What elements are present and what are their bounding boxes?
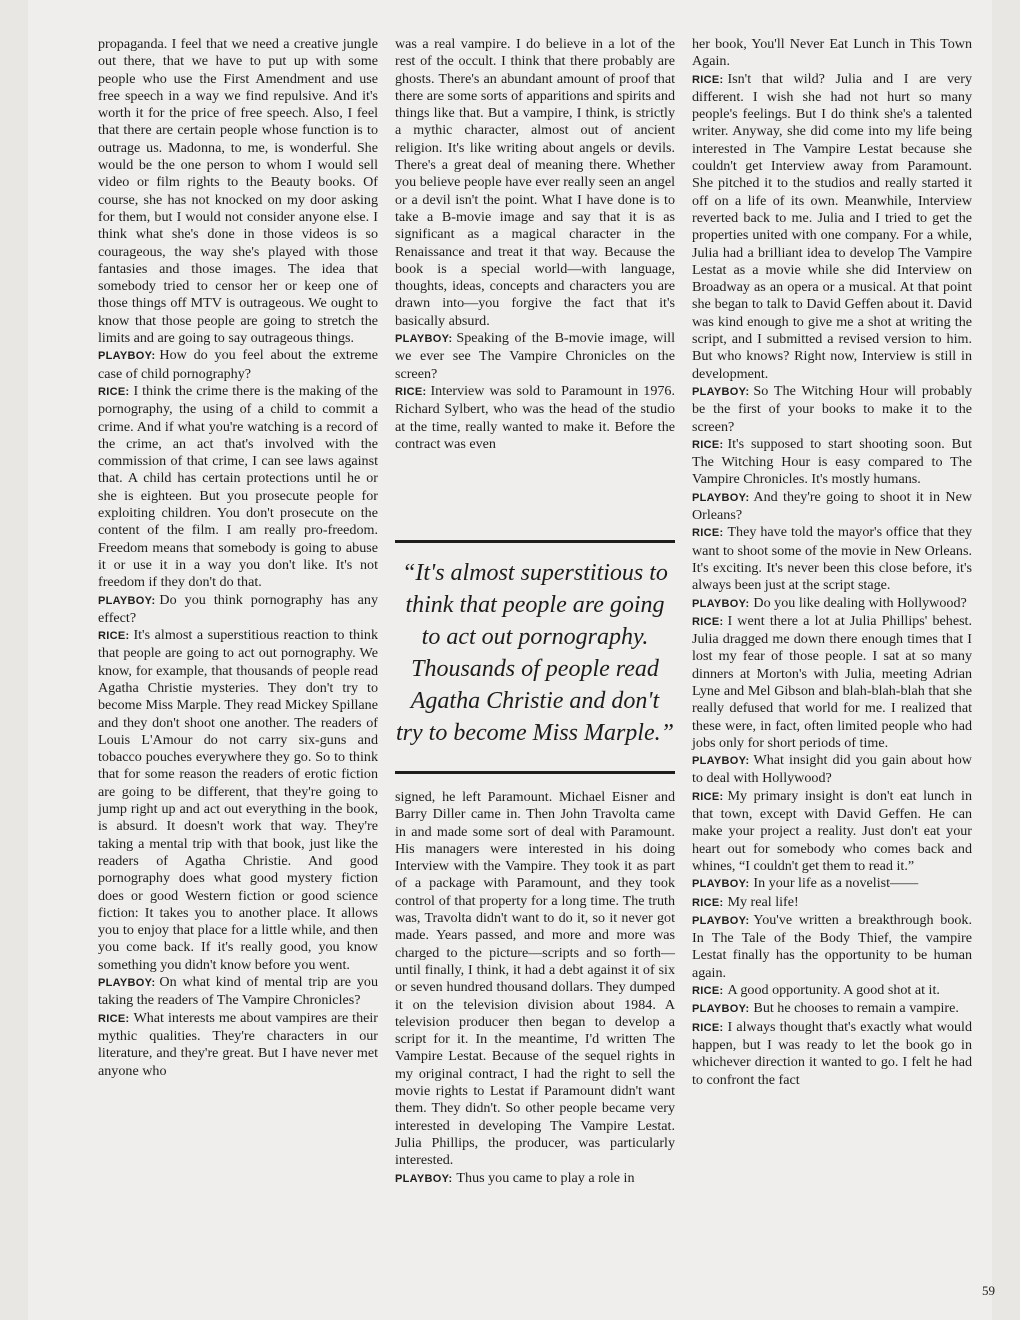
column-2-top: [395, 36, 675, 453]
paragraph: [98, 383, 378, 592]
paragraph-text: signed, he left Paramount. Michael Eisner and Barry Diller came in. Then John Travolta came in and made some sort of deal with Paramount. His managers were interested in his doing Interview with the Vampire. They took it as part of a package with Paramount, and they took control of that property for a long time. The truth was, Travolta didn't want to do it, so it never got made. Years passed, and more and more was charged to the picture—scripts and so forth—until finally, I think, it had a debt against it of six or seven hundred thousand dollars. They dumped it on the television division about 1984. A television producer then began to develop a script for it. In the meantime, I'd written The Vampire Lestat. Because of the sequel rights in my original contract, I had the right to sell the movie rights to Lestat if Paramount didn't want them. They didn't. So other people became very interested in developing The Vampire Lestat. Julia Phillips, the producer, was particularly interested.: [395, 789, 675, 1169]
paragraph-text: You've written a breakthrough book. In The Tale of the Body Thief, the vampire Lestat finally has the opportunity to be human again.: [692, 911, 972, 981]
paragraph: [692, 595, 972, 613]
paragraph: [692, 752, 972, 788]
magazine-page: [28, 0, 995, 1320]
paragraph-text: In your life as a novelist——: [753, 875, 919, 892]
speaker-label: RICE:: [98, 385, 130, 398]
paragraph-text: On what kind of mental trip are you taking the readers of The Vampire Chronicles?: [98, 974, 378, 1009]
paragraph-text: How do you feel about the extreme case of child pornography?: [98, 347, 378, 382]
paragraph: [692, 383, 972, 436]
speaker-label: PLAYBOY:: [692, 1003, 750, 1016]
paragraph-text: They have told the mayor's office that they want to shoot some of the movie in New Orleans. It's exciting. It's never been this close before, it's always been just at the script stage.: [692, 524, 972, 594]
paragraph: [692, 71, 972, 383]
speaker-label: PLAYBOY:: [692, 878, 750, 891]
paragraph: [692, 613, 972, 752]
paragraph: [692, 875, 972, 893]
paragraph: [98, 592, 378, 628]
speaker-label: PLAYBOY:: [395, 1172, 453, 1185]
paragraph-text: My real life!: [727, 893, 799, 910]
paragraph-text: was a real vampire. I do believe in a lot of the rest of the occult. I think that there probably are ghosts. There's an abundant amount of proof that there are some sorts of apparitions and spirits and things like that. But a vampire, I think, is strictly a mythic character, almost out of ancient religion. It's like writing about angels or devils. There's a great deal of meaning there. Whether you believe people have ever really seen an angel or a devil isn't the point. What I have done is to take a B-movie image and say that it is as significant as a magical character in the Renaissance and treat it that way. Because the book is a special world—with language, thoughts, ideas, concepts and characters you are drawn into—you forgive the fact that it's basically absurd.: [395, 36, 675, 329]
paragraph: [395, 1170, 675, 1188]
paragraph: [395, 36, 675, 330]
speaker-label: PLAYBOY:: [98, 977, 156, 990]
column-3: [692, 36, 972, 1089]
paragraph: [692, 436, 972, 489]
paragraph: [692, 1019, 972, 1089]
speaker-label: PLAYBOY:: [692, 914, 750, 927]
paragraph: [692, 489, 972, 525]
paragraph-text: So The Witching Hour will probably be the first of your books to make it to the screen?: [692, 382, 972, 435]
paragraph: [98, 627, 378, 974]
paragraph: [692, 1000, 972, 1018]
speaker-label: PLAYBOY:: [98, 350, 156, 363]
paragraph: [98, 36, 378, 347]
speaker-label: RICE:: [692, 438, 724, 451]
paragraph: [395, 383, 675, 453]
speaker-label: RICE:: [692, 73, 724, 86]
page-number: 59: [982, 1283, 995, 1298]
paragraph-text: Speaking of the B-movie image, will we ever see The Vampire Chronicles on the screen?: [395, 330, 675, 382]
paragraph: [98, 347, 378, 383]
paragraph: [98, 1010, 378, 1080]
speaker-label: PLAYBOY:: [395, 333, 453, 346]
speaker-label: RICE:: [692, 615, 724, 628]
speaker-label: RICE:: [98, 630, 130, 643]
paragraph-text: But he chooses to remain a vampire.: [753, 1000, 959, 1017]
speaker-label: PLAYBOY:: [692, 385, 750, 398]
paragraph: [692, 912, 972, 982]
paragraph: [692, 36, 972, 71]
speaker-label: RICE:: [692, 896, 724, 909]
paragraph: [692, 982, 972, 1000]
paragraph-text: Isn't that wild? Julia and I are very different. I wish she had not hurt so many people's feelings. But I do think she's a talented writer. Anyway, she did come into my life being interested in The Vampire Lestat because she couldn't get Interview away from Paramount. She pitched it to the studios and really started it off on a life of its own. Meanwhile, Interview reverted back to me. Julia and I tried to get the properties united with one company. For a while, Julia had a brilliant idea to develop The Vampire Lestat as a movie while she did Interview on Broadway as an opera or a musical. At that point she began to talk to David Geffen about it. David was kind enough to give me a shot at writing the script, and I submitted a revised version to him. But who knows? Right now, Interview is still in development.: [692, 70, 972, 382]
speaker-label: RICE:: [692, 985, 724, 998]
speaker-label: RICE:: [692, 790, 724, 803]
paragraph-text: Do you think pornography has any effect?: [98, 591, 378, 626]
paragraph-text: propaganda. I feel that we need a creative jungle out there, that we have to put up with some people who use the First Amendment and use free speech in a way we find repulsive. And it's worth it for the price of free speech. Also, I feel that there are certain people whose function is to outrage us. Madonna, to me, is wonderful. She would be the one person to whom I would sell video or film rights to the Beauty books. Of course, she has not knocked on my door asking for them, but I would not consider anyone else. I think what she's done in those videos is so courageous, the way she's played with those fantasies and those images. The idea that somebody tried to censor her or keep one of those things off MTV is outrageous. We ought to know that those people are going to stretch the limits and are going to say outrageous things.: [98, 36, 378, 347]
paragraph-text: Interview was sold to Paramount in 1976. Richard Sylbert, who was the head of the studio at the time, really wanted to make it. Before the contract was even: [395, 382, 675, 452]
column-2-bottom: [395, 789, 675, 1188]
paragraph-text: Thus you came to play a role in: [456, 1169, 635, 1186]
paragraph-text: A good opportunity. A good shot at it.: [727, 982, 940, 999]
speaker-label: PLAYBOY:: [692, 755, 750, 768]
speaker-label: RICE:: [692, 1021, 724, 1034]
paragraph: [692, 894, 972, 912]
paragraph-text: her book, You'll Never Eat Lunch in This Town Again.: [692, 36, 972, 70]
paragraph: [395, 789, 675, 1170]
speaker-label: RICE:: [98, 1012, 130, 1025]
paragraph: [98, 974, 378, 1010]
paragraph-text: It's supposed to start shooting soon. But The Witching Hour is easy compared to The Vampire Chronicles. It's mostly humans.: [692, 435, 972, 488]
paragraph-text: I went there a lot at Julia Phillips' behest. Julia dragged me down there enough times that I lost my fear of those people. I sat at so many dinners at Morton's with Julia, meeting Adrian Lyne and Mel Gibson and blah-blah-blah that she really defused that world for me. I realized that these were, in fact, often limited people who had jobs only for short periods of time.: [692, 612, 972, 751]
paragraph: [395, 330, 675, 383]
paragraph-text: What interests me about vampires are their mythic qualities. They're characters in our literature, and they're great. But I have never met anyone who: [98, 1009, 378, 1079]
speaker-label: PLAYBOY:: [98, 594, 156, 607]
paragraph-text: And they're going to shoot it in New Orleans?: [692, 488, 972, 524]
paragraph-text: What insight did you gain about how to deal with Hollywood?: [692, 752, 972, 787]
column-1: [98, 36, 378, 1080]
paragraph-text: Do you like dealing with Hollywood?: [753, 594, 967, 611]
pull-quote: “It's almost superstitious to think that people are going to act out pornography. Thousands of people read Agatha Christie and don't try to become Miss Marple.”: [395, 540, 675, 774]
speaker-label: PLAYBOY:: [692, 491, 750, 504]
speaker-label: RICE:: [395, 385, 427, 398]
speaker-label: RICE:: [692, 527, 724, 540]
paragraph-text: My primary insight is don't eat lunch in that town, except with David Geffen. He can make your project a reality. Just don't eat your heart out for somebody who comes back and whines, “I couldn't get them to read it.”: [692, 787, 972, 874]
paragraph: [692, 788, 972, 875]
paragraph: [692, 524, 972, 594]
paragraph-text: It's almost a superstitious reaction to think that people are going to act out pornography. We know, for example, that thousands of people read Agatha Christie mysteries. They don't try to become Miss Marple. They read Mickey Spillane and they don't shoot one another. The readers of Louis L'Amour do not carry six-guns and tobacco pouches everywhere they go. So to think that for some reason the readers of erotic fiction are going to be different, that they're going to jump right up and act out everything in the book, is absurd. It doesn't work that way. They're taking a mental trip with that book, just like the readers of Agatha Christie. And good pornography does what good mystery fiction does or good Western fiction or good science fiction: It takes you to another place. It allows you to enjoy that place for a little while, and then you come back. If it's really good, you know something you didn't know before you went.: [98, 627, 378, 973]
paragraph-text: I think the crime there is the making of the pornography, the using of a child to commit a crime. And if what you're watching is a record of the crime, an act that's involved with the commission of that crime, I can see laws against that. A child has certain protections until he or she is eighteen. But you prosecute people for exploiting children. You don't prosecute on the content of the film. I am really pro-freedom. Freedom means that somebody is going to abuse it or use it in a way you don't like. It's not freedom if they don't do that.: [98, 382, 378, 591]
speaker-label: PLAYBOY:: [692, 597, 750, 610]
paragraph-text: I always thought that's exactly what would happen, but I was ready to let the book go in whichever direction it wanted to go. I felt he had to confront the fact: [692, 1018, 972, 1088]
